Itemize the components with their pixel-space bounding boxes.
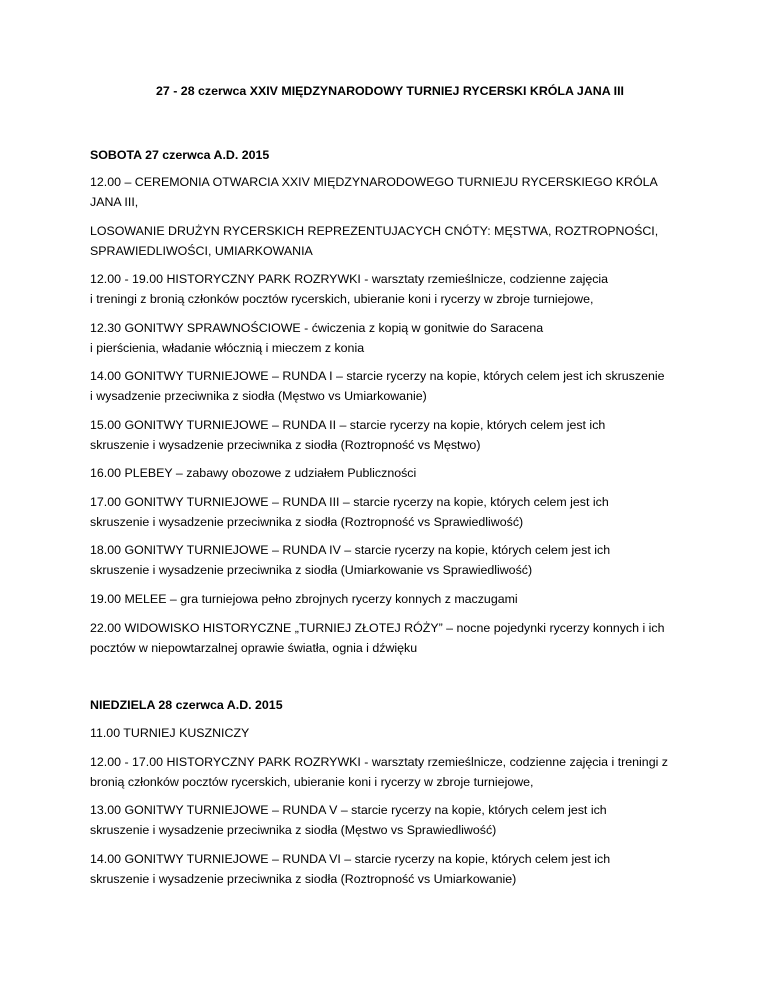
- schedule-entry: [90, 463, 690, 483]
- schedule-entry: [90, 269, 690, 309]
- schedule-entry: [90, 492, 690, 532]
- entry-line: 11.00 TURNIEJ KUSZNICZY: [90, 726, 250, 740]
- schedule-entry: [90, 752, 690, 792]
- schedule-entry: [90, 589, 690, 609]
- entry-line: 22.00 WIDOWISKO HISTORYCZNE „TURNIEJ ZŁOTEJ RÓŻY” – nocne pojedynki rycerzy konnych i ich: [90, 621, 665, 635]
- entry-line: 12.00 – CEREMONIA OTWARCIA XXIV MIĘDZYNARODOWEGO TURNIEJU RYCERSKIEGO KRÓLA: [90, 175, 658, 189]
- entry-line: JANA III,: [90, 195, 139, 209]
- entry-line: pocztów w niepowtarzalnej oprawie światła, ognia i dźwięku: [90, 641, 418, 655]
- schedule-entry: [90, 723, 690, 743]
- entry-line: 17.00 GONITWY TURNIEJOWE – RUNDA III – starcie rycerzy na kopie, których celem jest ich: [90, 495, 609, 509]
- saturday-heading: SOBOTA 27 czerwca A.D. 2015: [90, 148, 270, 162]
- entry-line: skruszenie i wysadzenie przeciwnika z siodła (Męstwo vs Sprawiedliwość): [90, 823, 497, 837]
- schedule-entry: [90, 800, 690, 840]
- entry-line: 19.00 MELEE – gra turniejowa pełno zbrojnych rycerzy konnych z maczugami: [90, 592, 518, 606]
- entry-line: i pierścienia, władanie włócznią i mieczem z konia: [90, 341, 365, 355]
- document-title: 27 - 28 czerwca XXIV MIĘDZYNARODOWY TURNIEJ RYCERSKI KRÓLA JANA III: [156, 84, 624, 98]
- entry-line: 15.00 GONITWY TURNIEJOWE – RUNDA II – starcie rycerzy na kopie, których celem jest ich: [90, 418, 606, 432]
- entry-line: 12.00 - 17.00 HISTORYCZNY PARK ROZRYWKI - warsztaty rzemieślnicze, codzienne zajęcia i treningi z: [90, 755, 668, 769]
- entry-line: skruszenie i wysadzenie przeciwnika z siodła (Roztropność vs Sprawiedliwość): [90, 515, 524, 529]
- entry-line: skruszenie i wysadzenie przeciwnika z siodła (Umiarkowanie vs Sprawiedliwość): [90, 563, 533, 577]
- entry-line: 12.30 GONITWY SPRAWNOŚCIOWE - ćwiczenia z kopią w gonitwie do Saracena: [90, 321, 544, 335]
- sunday-heading: NIEDZIELA 28 czerwca A.D. 2015: [90, 698, 283, 712]
- schedule-entry: [90, 172, 690, 212]
- schedule-entry: [90, 366, 690, 406]
- entry-line: skruszenie i wysadzenie przeciwnika z siodła (Roztropność vs Umiarkowanie): [90, 872, 517, 886]
- schedule-entry: [90, 618, 690, 658]
- schedule-entry: [90, 849, 690, 889]
- entry-line: SPRAWIEDLIWOŚCI, UMIARKOWANIA: [90, 244, 313, 258]
- entry-line: i treningi z bronią członków pocztów rycerskich, ubieranie koni i rycerzy w zbroje turniejowe,: [90, 292, 594, 306]
- entry-line: 18.00 GONITWY TURNIEJOWE – RUNDA IV – starcie rycerzy na kopie, których celem jest ich: [90, 543, 611, 557]
- schedule-entry: [90, 415, 690, 455]
- schedule-entry: [90, 540, 690, 580]
- schedule-entry: [90, 221, 690, 261]
- entry-line: skruszenie i wysadzenie przeciwnika z siodła (Roztropność vs Męstwo): [90, 438, 481, 452]
- entry-line: 14.00 GONITWY TURNIEJOWE – RUNDA I – starcie rycerzy na kopie, których celem jest ich skruszenie: [90, 369, 665, 383]
- schedule-entry: [90, 318, 690, 358]
- entry-line: 13.00 GONITWY TURNIEJOWE – RUNDA V – starcie rycerzy na kopie, których celem jest ich: [90, 803, 607, 817]
- entry-line: 14.00 GONITWY TURNIEJOWE – RUNDA VI – starcie rycerzy na kopie, których celem jest ich: [90, 852, 611, 866]
- entry-line: 16.00 PLEBEY – zabawy obozowe z udziałem Publiczności: [90, 466, 417, 480]
- entry-line: 12.00 - 19.00 HISTORYCZNY PARK ROZRYWKI - warsztaty rzemieślnicze, codzienne zajęcia: [90, 272, 609, 286]
- entry-line: i wysadzenie przeciwnika z siodła (Męstwo vs Umiarkowanie): [90, 389, 427, 403]
- entry-line: LOSOWANIE DRUŻYN RYCERSKICH REPREZENTUJACYCH CNÓTY: MĘSTWA, ROZTROPNOŚCI,: [90, 224, 659, 238]
- entry-line: bronią członków pocztów rycerskich, ubieranie koni i rycerzy w zbroje turniejowe,: [90, 775, 534, 789]
